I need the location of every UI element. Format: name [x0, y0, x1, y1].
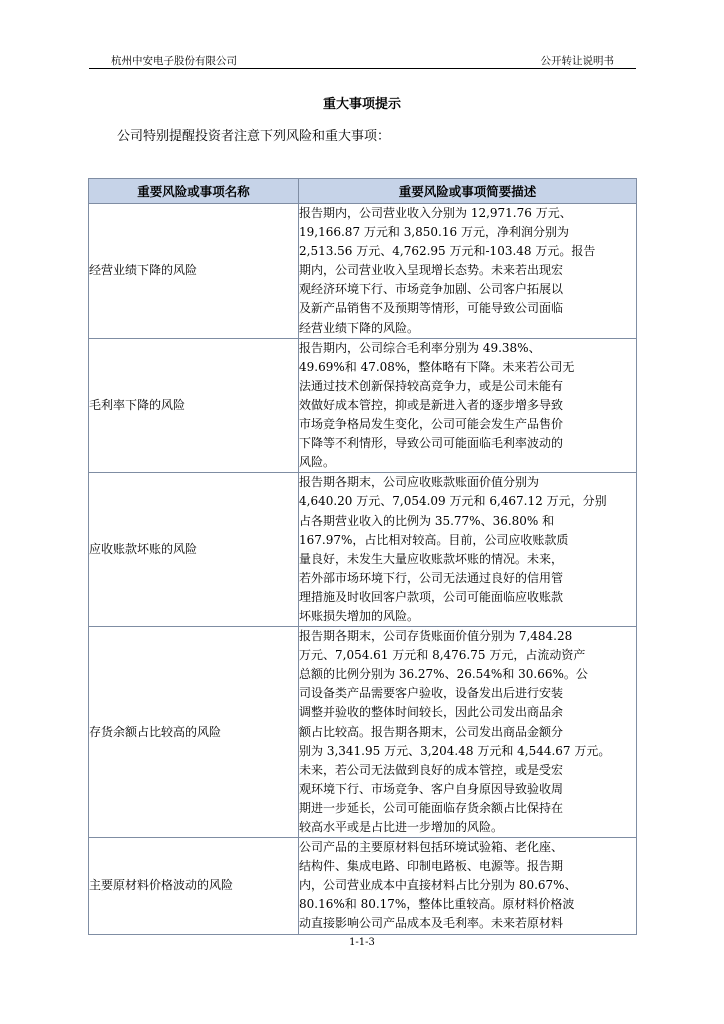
description-line: 内，公司营业成本中直接材料占比分别为 80.67%、 [299, 878, 577, 893]
table-header-row [89, 179, 637, 204]
description-line: 2,513.56 万元、4,762.95 万元和-103.48 万元。报告 [299, 244, 596, 259]
description-line: 坏账损失增加的风险。 [299, 608, 420, 623]
column-header-risk-name: 重要风险或事项名称 [89, 179, 299, 204]
description-line: 量良好，未发生大量应收账款坏账的情况。未来， [299, 551, 564, 566]
risk-table [88, 178, 637, 935]
description-line: 司设备类产品需要客户验收，设备发出后进行安装 [299, 686, 564, 701]
risk-description-cell [299, 838, 637, 934]
table-row [89, 338, 637, 473]
risk-name-cell: 毛利率下降的风险 [89, 338, 299, 473]
description-line: 结构件、集成电路、印制电路板、电源等。报告期 [299, 859, 564, 874]
page-header [89, 50, 636, 69]
description-line: 观环境下行、市场竞争、客户自身原因导致验收周 [299, 781, 564, 796]
risk-description-cell [299, 338, 637, 473]
description-line: 4,640.20 万元、7,054.09 万元和 6,467.12 万元，分别 [299, 494, 607, 509]
description-line: 若外部市场环境下行，公司无法通过良好的信用管 [299, 570, 564, 585]
risk-description-cell [299, 473, 637, 627]
risk-name-cell: 存货余额占比较高的风险 [89, 627, 299, 838]
description-line: 167.97%，占比相对较高。目前，公司应收账款质 [299, 532, 569, 547]
description-line: 报告期各期末，公司应收账款账面价值分别为 [299, 475, 540, 490]
description-line: 较高水平或是占比进一步增加的风险。 [299, 820, 504, 834]
description-line: 法通过技术创新保持较高竞争力，或是公司未能有 [299, 378, 564, 393]
risk-description-cell [299, 204, 637, 339]
description-line: 风险。 [299, 455, 336, 470]
description-line: 占各期营业收入的比例为 35.77%、36.80% 和 [299, 513, 555, 528]
description-line: 19,166.87 万元和 3,850.16 万元，净利润分别为 [299, 225, 569, 240]
description-line: 万元、7,054.61 万元和 8,476.75 万元，占流动资产 [299, 648, 586, 663]
risk-name-cell: 经营业绩下降的风险 [89, 204, 299, 339]
description-line: 及新产品销售不及预期等情形，可能导致公司面临 [299, 301, 564, 316]
description-line: 额占比较高。报告期各期末，公司发出商品金额分 [299, 724, 564, 739]
description-line: 期内，公司营业收入呈现增长态势。未来若出现宏 [299, 263, 564, 278]
description-line: 总额的比例分别为 36.27%、26.54%和 30.66%。公 [299, 667, 588, 682]
header-company-name: 杭州中安电子股份有限公司 [111, 55, 237, 67]
section-title: 重大事项提示 [322, 97, 401, 112]
column-header-risk-description: 重要风险或事项简要描述 [299, 179, 637, 204]
description-line: 报告期各期末，公司存货账面价值分别为 7,484.28 [299, 629, 573, 644]
description-line: 效做好成本管控，抑或是新进入者的逐步增多导致 [299, 397, 564, 412]
description-line: 观经济环境下行、市场竞争加剧、公司客户拓展以 [299, 282, 564, 297]
table-row [89, 627, 637, 838]
description-line: 未来，若公司无法做到良好的成本管控，或是受宏 [299, 762, 564, 777]
description-line: 调整并验收的整体时间较长，因此公司发出商品余 [299, 705, 564, 720]
description-line: 报告期内，公司综合毛利率分别为 49.38%、 [299, 340, 541, 355]
risk-description-cell [299, 627, 637, 838]
description-line: 80.16%和 80.17%，整体比重较高。原材料价格波 [299, 897, 575, 912]
description-line: 公司产品的主要原材料包括环境试验箱、老化座、 [299, 840, 564, 855]
header-document-type: 公开转让说明书 [540, 55, 614, 67]
page-number: 1-1-3 [349, 937, 375, 948]
table-row [89, 204, 637, 339]
description-line: 市场竞争格局发生变化，公司可能会发生产品售价 [299, 417, 564, 432]
risk-name-cell: 应收账款坏账的风险 [89, 473, 299, 627]
description-line: 经营业绩下降的风险。 [299, 320, 420, 335]
table-row [89, 838, 637, 934]
description-line: 49.69%和 47.08%，整体略有下降。未来若公司无 [299, 359, 575, 374]
description-line: 期进一步延长，公司可能面临存货余额占比保持在 [299, 800, 564, 815]
intro-paragraph: 公司特别提醒投资者注意下列风险和重大事项： [117, 129, 391, 144]
table-row [89, 473, 637, 627]
description-line: 别为 3,341.95 万元、3,204.48 万元和 4,544.67 万元。 [299, 743, 611, 758]
description-line: 动直接影响公司产品成本及毛利率。未来若原材料 [299, 916, 564, 931]
description-line: 理措施及时收回客户款项，公司可能面临应收账款 [299, 589, 564, 604]
risk-name-cell: 主要原材料价格波动的风险 [89, 838, 299, 934]
description-line: 报告期内，公司营业收入分别为 12,971.76 万元、 [299, 206, 572, 220]
description-line: 下降等不利情形，导致公司可能面临毛利率波动的 [299, 436, 564, 451]
